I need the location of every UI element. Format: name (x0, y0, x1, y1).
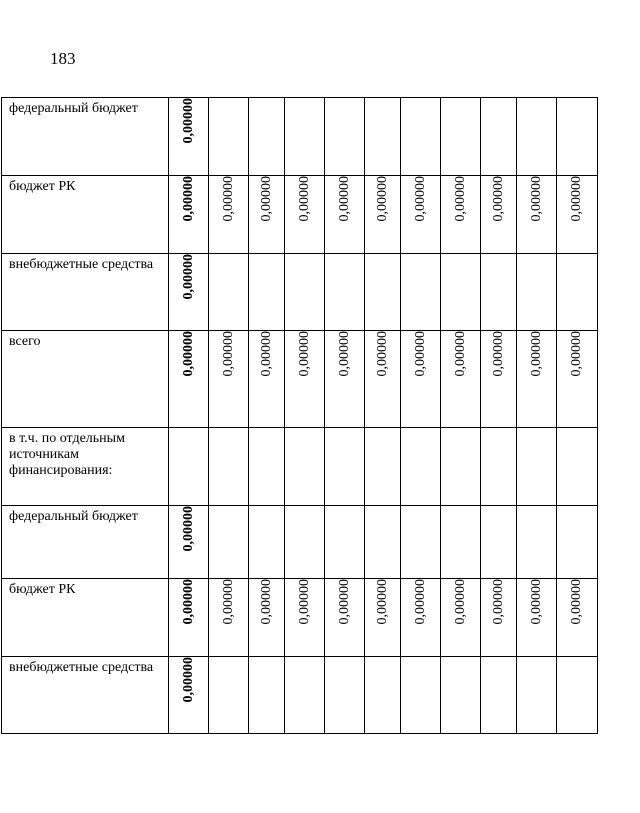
row-label: федеральный бюджет (2, 98, 169, 176)
year-value-cell (325, 579, 365, 657)
row-label: бюджет РК (2, 176, 169, 254)
table-row (2, 331, 598, 428)
year-value-cell (365, 506, 401, 579)
total-value: 0,00000 (180, 579, 196, 625)
year-value-cell (481, 331, 517, 428)
year-value: 0,00000 (528, 331, 544, 377)
year-value-cell (249, 254, 285, 331)
year-value: 0,00000 (490, 176, 506, 222)
total-value: 0,00000 (180, 657, 196, 703)
year-value-cell (365, 176, 401, 254)
year-value-cell (209, 657, 249, 734)
year-value-cell (285, 657, 325, 734)
table-row (2, 506, 598, 579)
year-value-cell (557, 176, 598, 254)
year-value: 0,00000 (412, 176, 428, 222)
year-value-cell (481, 506, 517, 579)
row-label: бюджет РК (2, 579, 169, 657)
total-value: 0,00000 (180, 254, 196, 300)
year-value: 0,00000 (528, 176, 544, 222)
year-value: 0,00000 (296, 331, 312, 377)
table-row (2, 657, 598, 734)
year-value-cell (285, 98, 325, 176)
year-value-cell (209, 176, 249, 254)
year-value: 0,00000 (220, 331, 236, 377)
total-cell (169, 579, 209, 657)
year-value-cell (401, 176, 441, 254)
total-value: 0,00000 (180, 176, 196, 222)
year-value-cell (285, 331, 325, 428)
year-value-cell (365, 331, 401, 428)
total-cell (169, 98, 209, 176)
total-cell (169, 176, 209, 254)
year-value-cell (517, 657, 557, 734)
table-row (2, 579, 598, 657)
page-number: 183 (50, 49, 76, 68)
year-value: 0,00000 (374, 579, 390, 625)
year-value-cell (249, 579, 285, 657)
year-value-cell (365, 657, 401, 734)
year-value: 0,00000 (336, 176, 352, 222)
year-value: 0,00000 (412, 579, 428, 625)
year-value-cell (249, 98, 285, 176)
year-value-cell (325, 254, 365, 331)
year-value-cell (209, 98, 249, 176)
row-label: в т.ч. по отдельным источникам финансирования: (2, 428, 169, 506)
table-row (2, 428, 598, 506)
year-value-cell (481, 254, 517, 331)
year-value: 0,00000 (374, 176, 390, 222)
year-value-cell (557, 579, 598, 657)
year-value-cell (325, 506, 365, 579)
year-value: 0,00000 (220, 579, 236, 625)
year-value: 0,00000 (452, 176, 468, 222)
row-label: федеральный бюджет (2, 506, 169, 579)
year-value-cell (517, 579, 557, 657)
year-value-cell (325, 98, 365, 176)
year-value-cell (481, 176, 517, 254)
year-value-cell (209, 506, 249, 579)
table-row (2, 176, 598, 254)
total-cell (169, 506, 209, 579)
budget-table (1, 97, 598, 734)
row-label: внебюджетные средства (2, 254, 169, 331)
year-value-cell (325, 657, 365, 734)
year-value-cell (401, 579, 441, 657)
year-value-cell (557, 331, 598, 428)
year-value-cell (441, 428, 481, 506)
year-value-cell (209, 579, 249, 657)
year-value-cell (557, 98, 598, 176)
year-value-cell (517, 428, 557, 506)
year-value-cell (481, 579, 517, 657)
year-value-cell (285, 254, 325, 331)
year-value-cell (517, 331, 557, 428)
table-row (2, 254, 598, 331)
total-value: 0,00000 (180, 506, 196, 552)
year-value-cell (401, 254, 441, 331)
year-value-cell (285, 176, 325, 254)
year-value-cell (285, 579, 325, 657)
total-value: 0,00000 (180, 331, 196, 377)
year-value-cell (517, 98, 557, 176)
year-value: 0,00000 (374, 331, 390, 377)
year-value: 0,00000 (569, 176, 584, 222)
year-value: 0,00000 (452, 331, 468, 377)
year-value-cell (365, 579, 401, 657)
year-value-cell (481, 657, 517, 734)
year-value: 0,00000 (336, 579, 352, 625)
year-value-cell (481, 98, 517, 176)
year-value-cell (365, 254, 401, 331)
year-value-cell (517, 506, 557, 579)
year-value-cell (365, 98, 401, 176)
year-value-cell (557, 428, 598, 506)
year-value: 0,00000 (220, 176, 236, 222)
row-label: всего (2, 331, 169, 428)
year-value-cell (557, 506, 598, 579)
year-value: 0,00000 (452, 579, 468, 625)
year-value-cell (209, 254, 249, 331)
year-value: 0,00000 (258, 579, 274, 625)
year-value-cell (441, 176, 481, 254)
year-value-cell (441, 331, 481, 428)
year-value-cell (441, 579, 481, 657)
year-value-cell (285, 428, 325, 506)
year-value-cell (325, 176, 365, 254)
year-value-cell (481, 428, 517, 506)
year-value-cell (325, 428, 365, 506)
year-value-cell (517, 176, 557, 254)
year-value-cell (401, 428, 441, 506)
year-value-cell (249, 428, 285, 506)
year-value-cell (441, 657, 481, 734)
total-cell (169, 657, 209, 734)
total-cell (169, 331, 209, 428)
year-value-cell (441, 506, 481, 579)
year-value-cell (517, 254, 557, 331)
year-value-cell (249, 331, 285, 428)
year-value-cell (249, 506, 285, 579)
year-value-cell (325, 331, 365, 428)
row-label: внебюджетные средства (2, 657, 169, 734)
year-value: 0,00000 (490, 579, 506, 625)
total-value: 0,00000 (180, 98, 196, 144)
year-value: 0,00000 (258, 176, 274, 222)
year-value-cell (209, 331, 249, 428)
year-value: 0,00000 (296, 176, 312, 222)
year-value-cell (365, 428, 401, 506)
year-value-cell (209, 428, 249, 506)
table-row (2, 98, 598, 176)
year-value: 0,00000 (412, 331, 428, 377)
year-value-cell (249, 176, 285, 254)
budget-table-body (2, 98, 598, 734)
total-cell (169, 254, 209, 331)
year-value: 0,00000 (258, 331, 274, 377)
year-value-cell (401, 331, 441, 428)
total-cell (169, 428, 209, 506)
year-value: 0,00000 (336, 331, 352, 377)
year-value-cell (441, 254, 481, 331)
year-value: 0,00000 (569, 331, 584, 377)
year-value: 0,00000 (569, 579, 584, 625)
year-value: 0,00000 (528, 579, 544, 625)
year-value-cell (285, 506, 325, 579)
year-value-cell (441, 98, 481, 176)
year-value-cell (401, 98, 441, 176)
year-value-cell (557, 657, 598, 734)
year-value-cell (557, 254, 598, 331)
year-value: 0,00000 (490, 331, 506, 377)
year-value-cell (401, 657, 441, 734)
year-value-cell (249, 657, 285, 734)
year-value: 0,00000 (296, 579, 312, 625)
year-value-cell (401, 506, 441, 579)
